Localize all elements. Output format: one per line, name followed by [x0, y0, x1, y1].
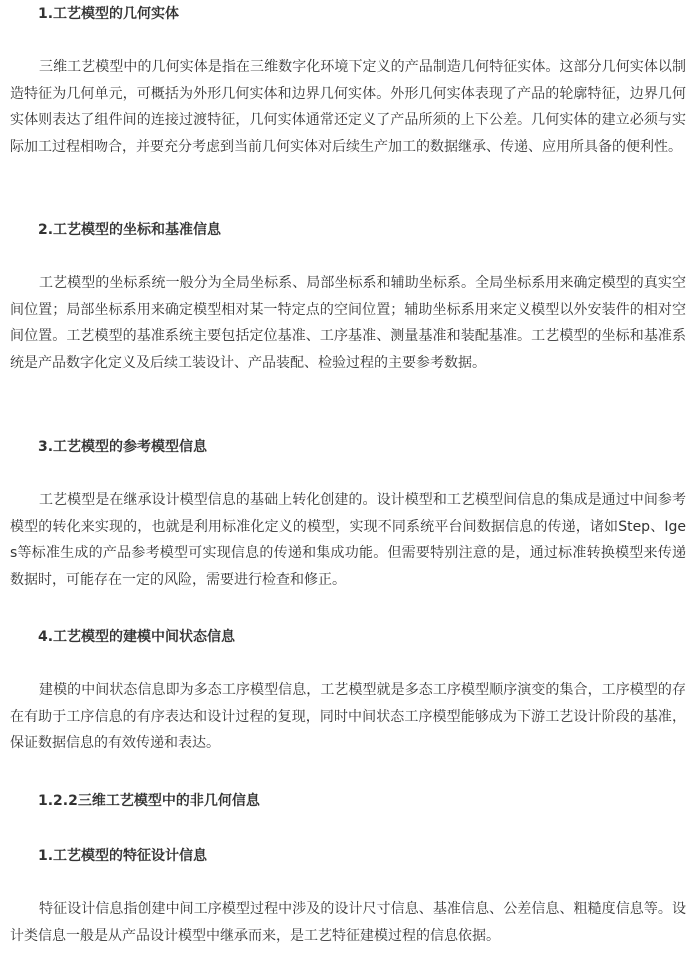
section-3-heading: 3.工艺模型的参考模型信息	[38, 439, 208, 455]
section-5-heading: 1.工艺模型的特征设计信息	[38, 848, 208, 864]
section-4-paragraph: 建模的中间状态信息即为多态工序模型信息，工艺模型就是多态工序模型顺序演变的集合，工序模型的存在有助于工序信息的有序表达和设计过程的复现，同时中间状态工序模型能够成为下游工艺设计阶段的基准，保证数据信息的有效传递和表达。	[10, 682, 686, 751]
subsection-1-2-2-heading: 1.2.2三维工艺模型中的非几何信息	[38, 793, 260, 809]
section-5-paragraph: 特征设计信息指创建中间工序模型过程中涉及的设计尺寸信息、基准信息、公差信息、粗糙度信息等。设计类信息一般是从产品设计模型中继承而来，是工艺特征建模过程的信息依据。	[10, 901, 686, 944]
section-1-paragraph: 三维工艺模型中的几何实体是指在三维数字化环境下定义的产品制造几何特征实体。这部分几何实体以制造特征为几何单元，可概括为外形几何实体和边界几何实体。外形几何实体表现了产品的轮廓特征，边界几何实体则表达了组件间的连接过渡特征，几何实体通常还定义了产品所须的上下公差。几何实体的建立必须与实际加工过程相吻合，并要充分考虑到当前几何实体对后续生产加工的数据继承、传递、应用所具备的便利性。	[10, 59, 686, 155]
section-3-paragraph: 工艺模型是在继承设计模型信息的基础上转化创建的。设计模型和工艺模型间信息的集成是通过中间参考模型的转化来实现的，也就是利用标准化定义的模型，实现不同系统平台间数据信息的传递，诸如Step、Iges等标准生成的产品参考模型可实现信息的传递和集成功能。但需要特别注意的是，通过标准转换模型来传递数据时，可能存在一定的风险，需要进行检查和修正。	[10, 492, 686, 588]
section-2-heading: 2.工艺模型的坐标和基准信息	[38, 222, 222, 238]
section-2-paragraph: 工艺模型的坐标系统一般分为全局坐标系、局部坐标系和辅助坐标系。全局坐标系用来确定模型的真实空间位置；局部坐标系用来确定模型相对某一特定点的空间位置；辅助坐标系用来定义模型以外安装件的相对空间位置。工艺模型的基准系统主要包括定位基准、工序基准、测量基准和装配基准。工艺模型的坐标和基准系统是产品数字化定义及后续工装设计、产品装配、检验过程的主要参考数据。	[10, 275, 686, 371]
section-4-heading: 4.工艺模型的建模中间状态信息	[38, 629, 236, 645]
section-1-heading: 1.工艺模型的几何实体	[38, 6, 180, 22]
